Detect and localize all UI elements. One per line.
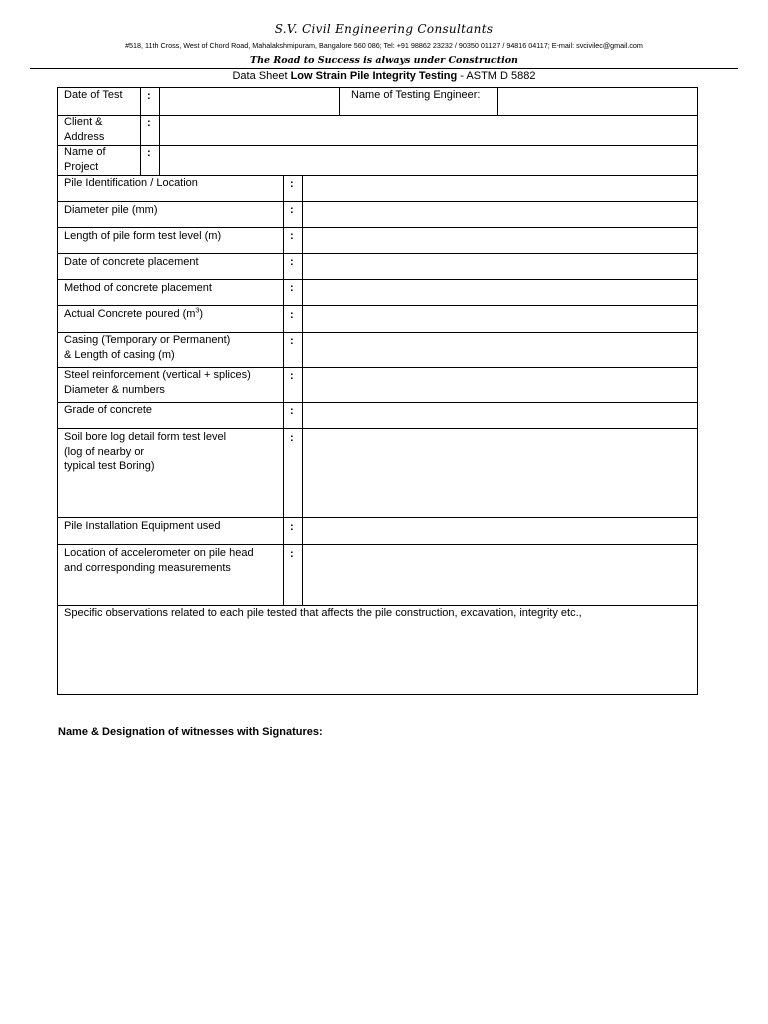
pile-identification-label: Pile Identification / Location xyxy=(64,177,198,189)
concrete-poured-unit-sup: 3 xyxy=(195,307,200,315)
concrete-grade-label: Grade of concrete xyxy=(64,404,153,416)
soil-label-line3: typical test Boring) xyxy=(64,460,155,472)
client-address-field[interactable] xyxy=(160,116,697,145)
accelerometer-label-line2: and corresponding measurements xyxy=(64,561,231,574)
date-of-test-field[interactable] xyxy=(160,88,339,115)
testing-engineer-label: Name of Testing Engineer: xyxy=(351,89,481,101)
pile-diameter-colon: : xyxy=(290,204,294,216)
casing-label-line2: & Length of casing (m) xyxy=(64,348,175,361)
client-address-colon: : xyxy=(147,117,151,129)
project-name-field[interactable] xyxy=(160,146,697,175)
concrete-poured-text: Actual Concrete poured (m xyxy=(64,308,196,320)
concrete-date-label: Date of concrete placement xyxy=(64,256,199,268)
concrete-date-colon: : xyxy=(290,256,294,268)
client-label-line2: Address xyxy=(64,130,105,143)
installation-equipment-label: Pile Installation Equipment used xyxy=(64,520,221,532)
steel-label-line2: Diameter & numbers xyxy=(64,383,165,396)
pile-length-label: Length of pile form test level (m) xyxy=(64,230,222,242)
project-label-line2: Project xyxy=(64,160,99,173)
sheet-title-standard: - ASTM D 5882 xyxy=(457,70,536,82)
concrete-method-colon: : xyxy=(290,282,294,294)
project-name-colon: : xyxy=(147,147,151,159)
form-divider xyxy=(339,87,340,115)
pile-diameter-field[interactable] xyxy=(303,202,697,227)
client-label-line1: Client & xyxy=(64,116,103,128)
concrete-method-label: Method of concrete placement xyxy=(64,282,212,294)
company-name: S.V. Civil Engineering Consultants xyxy=(274,22,494,36)
sheet-title xyxy=(0,70,768,82)
form-divider xyxy=(140,87,141,175)
date-of-test-label: Date of Test xyxy=(64,89,123,101)
observations-label: Specific observations related to each pile tested that affects the pile construction, excavation, integrity etc., xyxy=(64,607,582,619)
installation-equipment-field[interactable] xyxy=(303,518,697,544)
soil-bore-log-colon: : xyxy=(290,432,294,444)
pile-identification-field[interactable] xyxy=(303,176,697,201)
installation-equipment-colon: : xyxy=(290,521,294,533)
sheet-title-main: Low Strain Pile Integrity Testing xyxy=(290,70,458,82)
client-address-label xyxy=(64,115,104,144)
form-border-bottom xyxy=(57,694,698,695)
testing-engineer-field[interactable] xyxy=(498,88,697,115)
company-tagline: The Road to Success is always under Construction xyxy=(250,55,518,66)
pile-identification-colon: : xyxy=(290,178,294,190)
witness-signatures-label: Name & Designation of witnesses with Signatures: xyxy=(58,726,323,738)
soil-bore-log-field[interactable] xyxy=(303,429,697,517)
project-name-label xyxy=(64,145,106,174)
concrete-grade-field[interactable] xyxy=(303,403,697,428)
pile-length-colon: : xyxy=(290,230,294,242)
accelerometer-label-line1: Location of accelerometer on pile head xyxy=(64,547,254,559)
header-rule xyxy=(30,68,738,69)
form-border-right xyxy=(697,87,698,695)
concrete-date-field[interactable] xyxy=(303,254,697,279)
steel-reinforcement-colon: : xyxy=(290,370,294,382)
concrete-poured-colon: : xyxy=(290,309,294,321)
accelerometer-location-field[interactable] xyxy=(303,545,697,605)
concrete-poured-paren: ) xyxy=(199,308,204,320)
soil-bore-log-label xyxy=(64,430,226,474)
form-divider xyxy=(283,175,284,605)
concrete-poured-label xyxy=(64,307,203,322)
project-label-line1: Name of xyxy=(64,146,106,158)
steel-reinforcement-field[interactable] xyxy=(303,368,697,402)
casing-field[interactable] xyxy=(303,333,697,367)
date-of-test-colon: : xyxy=(147,90,151,102)
accelerometer-location-label xyxy=(64,546,254,575)
concrete-poured-field[interactable] xyxy=(303,306,697,332)
pile-length-field[interactable] xyxy=(303,228,697,253)
soil-label-line2: (log of nearby or xyxy=(64,445,145,458)
concrete-grade-colon: : xyxy=(290,405,294,417)
steel-reinforcement-label xyxy=(64,368,251,397)
pile-diameter-label: Diameter pile (mm) xyxy=(64,204,158,216)
observations-field[interactable] xyxy=(58,622,697,694)
concrete-method-field[interactable] xyxy=(303,280,697,305)
casing-colon: : xyxy=(290,335,294,347)
casing-label xyxy=(64,333,230,362)
steel-label-line1: Steel reinforcement (vertical + splices) xyxy=(64,369,251,381)
soil-label-line1: Soil bore log detail form test level xyxy=(64,431,227,443)
accelerometer-location-colon: : xyxy=(290,548,294,560)
company-address: #518, 11th Cross, West of Chord Road, Mahalakshmipuram, Bangalore 560 086; Tel: +91 98862 23232 / 90350 01127 / 94816 04117; E-mail: svcivilec@gmail.com xyxy=(125,41,643,50)
sheet-title-prefix: Data Sheet xyxy=(232,70,291,82)
casing-label-line1: Casing (Temporary or Permanent) xyxy=(64,334,231,346)
form-border-left xyxy=(57,87,58,695)
